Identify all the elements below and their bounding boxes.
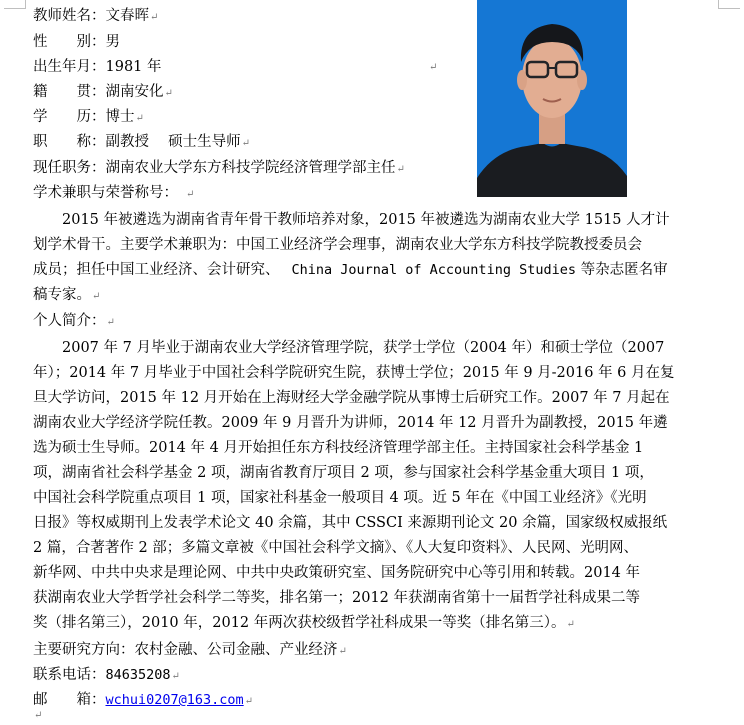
intro-line: 湖南农业大学经济学院任教。2009 年 9 月晋升为讲师，2014 年 12 月晋升为副教授，2015 年遴 [33,415,668,431]
phone-row [33,665,180,687]
page-corner-mark-side-right [718,0,719,9]
journal-name: China Journal of Accounting Studies [291,262,576,278]
email-row [33,690,253,712]
page-corner-mark-top-right [718,8,740,9]
paragraph-mark: ↵ [150,12,159,23]
intro-label-row [33,311,115,333]
honors-label-row [33,183,194,205]
research-row [33,640,347,662]
intro-line: 获湖南农业大学哲学社会科学二等奖，排名第一；2012 年获湖南省第十一届哲学社科成果二等 [33,590,641,606]
intro-line: 中国社会科学院重点项目 1 项，国家社科基金一般项目 4 项。近 5 年在《中国工业经济》《光明 [33,490,647,506]
native-place-value: 湖南安化 [105,84,164,100]
honors-paragraph [33,208,670,309]
title-label: 职 称： [33,134,106,150]
honors-line: 划学术骨干。主要学术兼职为：中国工业经济学会理事，湖南农业大学东方科技学院教授委员会 [33,237,642,253]
education-row [33,107,144,129]
name-row [33,6,158,28]
paragraph-mark: ↵ [566,619,575,630]
gender-label: 性 别： [33,34,106,50]
paragraph-mark: ↵ [92,291,101,302]
paragraph-mark: ↵ [241,138,250,149]
portrait-image [477,0,627,197]
birth-row [33,57,162,77]
page-corner-mark-side [25,0,26,9]
email-link[interactable]: wchui0207@163.com [105,692,244,708]
intro-label: 个人简介： [33,313,106,329]
title-value: 副教授 硕士生导师 [105,134,241,150]
native-place-label: 籍 贯： [33,84,106,100]
education-value: 博士 [105,109,135,125]
position-label: 现任职务： [33,160,106,176]
intro-line: 年）；2014 年 7 月毕业于中国社会科学院研究生院，获博士学位；2015 年 9 月-2016 年 6 月在复 [33,365,675,381]
name-label: 教师姓名： [33,8,106,24]
name-value: 文春晖 [105,8,149,24]
paragraph-mark: ↵ [396,164,405,175]
position-value: 湖南农业大学东方科技学院经济管理学部主任 [105,160,396,176]
paragraph-mark: ↵ [106,317,115,328]
intro-line: 旦大学访问，2015 年 12 月开始在上海财经大学金融学院从事博士后研究工作。2007 年 7 月起在 [33,390,670,406]
honors-line-end: 等杂志匿名审 [575,262,668,278]
paragraph-mark: ↵ [171,671,180,682]
honors-line [33,283,670,309]
birth-value: 1981 年 [105,59,162,75]
profile-photo [477,0,627,197]
intro-line-last: 奖（排名第三），2010 年，2012 年两次获校级哲学社科成果一等奖（排名第三）。 [33,615,566,631]
intro-line [33,611,675,637]
title-row [33,132,250,154]
gender-value: 男 [105,34,120,50]
paragraph-mark: ↵ [429,62,438,73]
email-label: 邮 箱： [33,692,106,708]
phone-label: 联系电话： [33,667,106,683]
honors-line-last: 稿专家。 [33,287,91,303]
research-value: 农村金融、公司金融、产业经济 [134,642,338,658]
education-label: 学 历： [33,109,106,125]
gender-row [33,32,120,52]
paragraph-mark: ↵ [338,646,347,657]
honors-label: 学术兼职与荣誉称号： [33,185,178,201]
intro-line: 项，湖南省社会科学基金 2 项，湖南省教育厅项目 2 项，参与国家社会科学基金重大项目 1 项， [33,465,654,481]
birth-label: 出生年月： [33,59,106,75]
phone-value: 84635208 [105,667,171,683]
honors-line: 2015 年被遴选为湖南省青年骨干教师培养对象，2015 年被遴选为湖南农业大学 1515 人才计 [33,212,670,228]
paragraph-mark: ↵ [164,88,173,99]
native-place-row [33,82,173,104]
position-row [33,158,405,180]
paragraph-mark: ↵ [34,710,43,721]
page-corner-mark-top [4,8,26,9]
paragraph-mark: ↵ [244,696,254,707]
intro-line: 新华网、中共中央求是理论网、中共中央政策研究室、国务院研究中心等引用和转载。2014 年 [33,565,641,581]
honors-line-start: 成员；担任中国工业经济、会计研究、 [33,262,280,278]
paragraph-mark: ↵ [186,189,195,200]
research-label: 主要研究方向： [33,642,135,658]
intro-line: 2007 年 7 月毕业于湖南农业大学经济管理学院，获学士学位（2004 年）和硕士学位（2007 [33,340,665,356]
honors-line [33,258,670,283]
intro-paragraph [33,336,675,637]
intro-line: 选为硕士生导师。2014 年 4 月开始担任东方科技经济管理学部主任。主持国家社会科学基金 1 [33,440,644,456]
intro-line: 日报》等权威期刊上发表学术论文 40 余篇，其中 CSSCI 来源期刊论文 20 余篇，国家级权威报纸 [33,515,668,531]
paragraph-mark: ↵ [135,113,144,124]
intro-line: 2 篇，合著著作 2 部；多篇文章被《中国社会科学文摘》、《人大复印资料》、人民网、光明网、 [33,540,639,556]
